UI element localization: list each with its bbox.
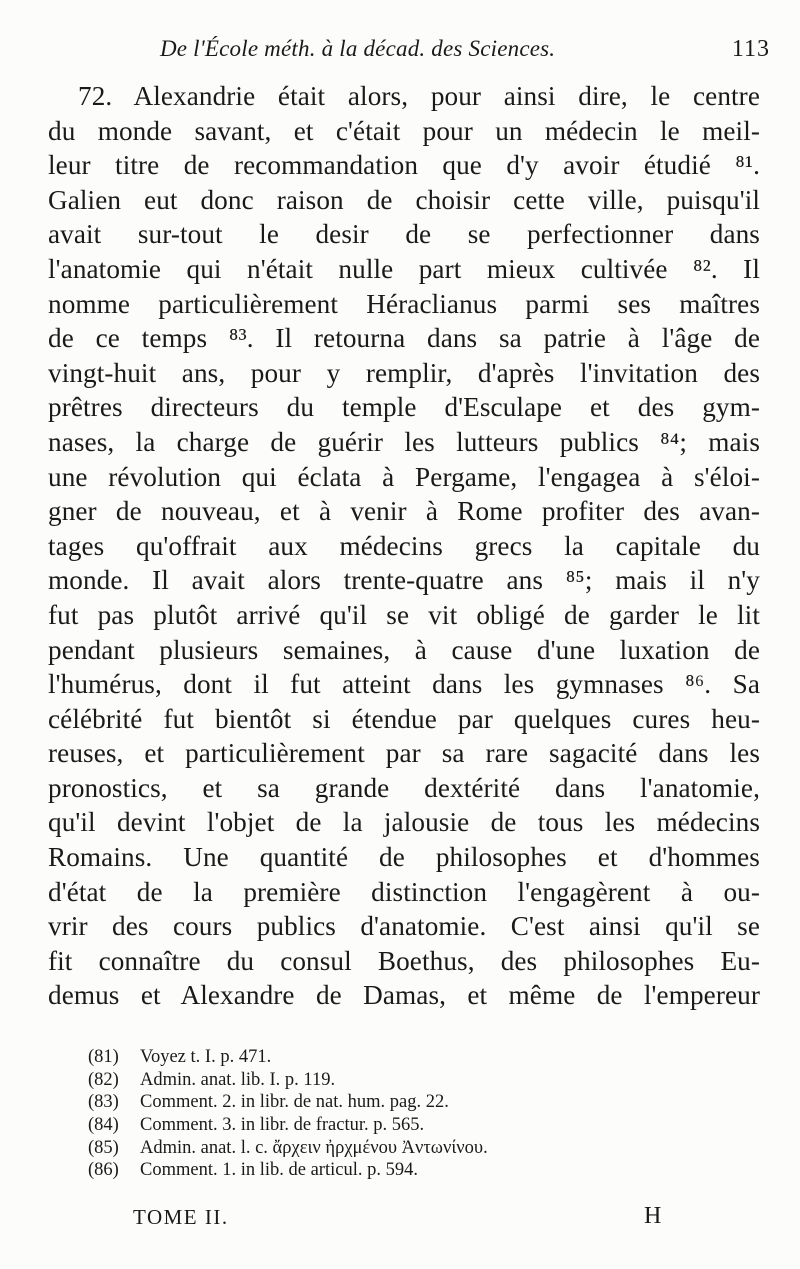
text-line: d'état de la première distinction l'engagèrent à ou- xyxy=(48,876,760,907)
text-line: l'humérus, dont il fut atteint dans les gymnases ⁸⁶. Sa xyxy=(48,669,760,700)
text-line: pronostics, et sa grande dextérité dans l'anatomie, xyxy=(48,772,760,803)
footnote-text: Admin. anat. l. c. ἄρχειν ἠρχμένου Ἀντωνίνου. xyxy=(140,1137,488,1158)
text-line: célébrité fut bientôt si étendue par quelques cures heu- xyxy=(48,703,760,734)
text-line: une révolution qui éclata à Pergame, l'engagea à s'éloi- xyxy=(48,461,760,492)
text-line: gner de nouveau, et à venir à Rome profiter des avan- xyxy=(48,496,760,527)
signature-mark: H xyxy=(644,1203,662,1229)
text-line: vrir des cours publics d'anatomie. C'est ainsi qu'il se xyxy=(48,911,760,942)
volume-signature: TOME II. xyxy=(133,1205,229,1229)
footnote-text: Comment. 1. in lib. de articul. p. 594. xyxy=(140,1160,418,1181)
text-line: fut pas plutôt arrivé qu'il se vit obligé de garder le lit xyxy=(48,599,760,630)
footnote-text: Comment. 2. in libr. de nat. hum. pag. 22. xyxy=(140,1092,449,1113)
footnote xyxy=(88,1091,688,1114)
page-number: 113 xyxy=(731,36,770,62)
text-line: avait sur-tout le desir de se perfectionner dans xyxy=(48,219,760,250)
text-line: pendant plusieurs semaines, à cause d'une luxation de xyxy=(48,634,760,665)
footnote-text: Admin. anat. lib. I. p. 119. xyxy=(140,1069,336,1090)
text-line: l'anatomie qui n'était nulle part mieux cultivée ⁸². Il xyxy=(48,253,760,284)
text-line: du monde savant, et c'était pour un médecin le meil- xyxy=(48,115,760,146)
footnote xyxy=(88,1159,688,1182)
text-line: nases, la charge de guérir les lutteurs publics ⁸⁴; mais xyxy=(48,426,760,457)
footnote xyxy=(88,1069,688,1092)
footnote xyxy=(88,1046,688,1069)
footnote-text: Voyez t. I. p. 471. xyxy=(140,1047,272,1067)
main-text xyxy=(48,79,760,1013)
footnote-number: (81) xyxy=(88,1047,119,1067)
footnote xyxy=(88,1114,688,1137)
footnote-number: (84) xyxy=(88,1115,119,1136)
footnote-number: (85) xyxy=(88,1137,119,1158)
text-line: monde. Il avait alors trente-quatre ans ⁸⁵; mais il n'y xyxy=(48,565,760,596)
footnote xyxy=(88,1137,688,1160)
running-head xyxy=(160,36,770,66)
text-line: prêtres directeurs du temple d'Esculape et des gym- xyxy=(48,392,760,423)
footnote-number: (86) xyxy=(88,1160,119,1181)
text-line: demus et Alexandre de Damas, et même de l'empereur xyxy=(48,980,760,1011)
footnote-text: Comment. 3. in libr. de fractur. p. 565. xyxy=(140,1115,425,1136)
text-line: Galien eut donc raison de choisir cette ville, puisqu'il xyxy=(48,184,760,215)
text-line: reuses, et particulièrement par sa rare sagacité dans les xyxy=(48,738,760,769)
text-line: nomme particulièrement Héraclianus parmi ses maîtres xyxy=(48,288,760,319)
text-line: qu'il devint l'objet de la jalousie de tous les médecins xyxy=(48,807,760,838)
footnote-number: (83) xyxy=(88,1092,119,1113)
text-line: vingt-huit ans, pour y remplir, d'après l'invitation des xyxy=(48,357,760,388)
running-title: De l'École méth. à la décad. des Sciences. xyxy=(160,36,556,61)
footnotes xyxy=(88,1046,688,1182)
text-line: 72. Alexandrie était alors, pour ainsi dire, le centre xyxy=(78,81,760,111)
text-line: leur titre de recommandation que d'y avoir étudié ⁸¹. xyxy=(48,150,760,181)
footnote-number: (82) xyxy=(88,1069,119,1090)
text-line: de ce temps ⁸³. Il retourna dans sa patrie à l'âge de xyxy=(48,323,760,354)
text-line: fit connaître du consul Boethus, des philosophes Eu- xyxy=(48,945,760,976)
text-line: Romains. Une quantité de philosophes et d'hommes xyxy=(48,842,760,873)
text-line: tages qu'offrait aux médecins grecs la capitale du xyxy=(48,530,760,561)
